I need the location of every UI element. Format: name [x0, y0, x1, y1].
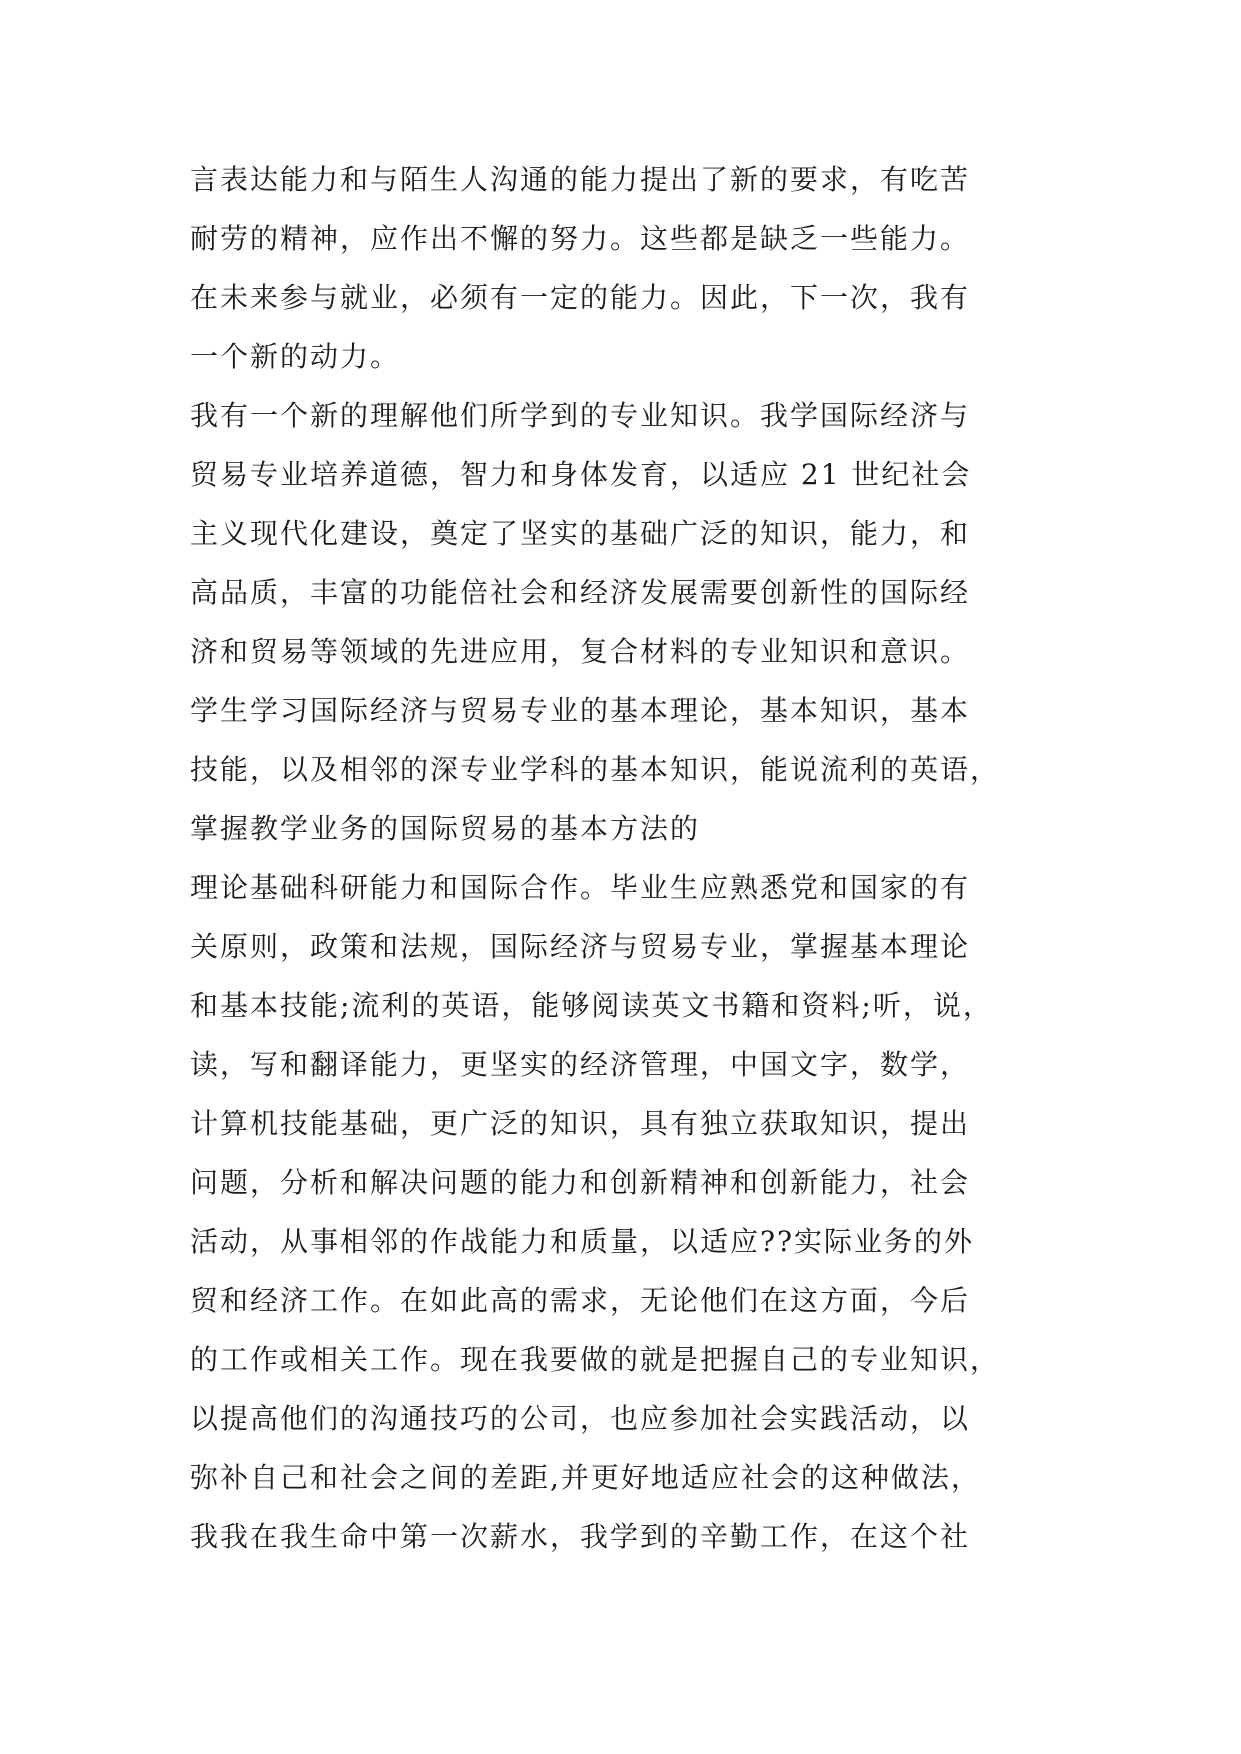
text-line: 主义现代化建设，奠定了坚实的基础广泛的知识，能力，和: [190, 517, 971, 550]
text-line: 学生学习国际经济与贸易专业的基本理论，基本知识，基本: [190, 694, 971, 727]
text-line: 言表达能力和与陌生人沟通的能力提出了新的要求，有吃苦: [190, 163, 971, 196]
text-line: 掌握教学业务的国际贸易的基本方法的: [190, 812, 701, 845]
text-line: 耐劳的精神，应作出不懈的努力。这些都是缺乏一些能力。: [190, 222, 971, 255]
text-line: 在未来参与就业，必须有一定的能力。因此，下一次，我有: [190, 281, 971, 314]
text-line: 读，写和翻译能力，更坚实的经济管理，中国文字，数学，: [190, 1048, 971, 1081]
text-line: 我有一个新的理解他们所学到的专业知识。我学国际经济与: [190, 399, 971, 432]
text-line: 的工作或相关工作。现在我要做的就是把握自己的专业知识，: [190, 1343, 1001, 1376]
body-text: [190, 150, 1070, 1566]
text-line: 问题，分析和解决问题的能力和创新精神和创新能力，社会: [190, 1166, 971, 1199]
text-line: 理论基础科研能力和国际合作。毕业生应熟悉党和国家的有: [190, 871, 971, 904]
text-line: 一个新的动力。: [190, 340, 401, 373]
text-line: 计算机技能基础，更广泛的知识，具有独立获取知识，提出: [190, 1107, 971, 1140]
text-line: 活动，从事相邻的作战能力和质量，以适应??实际业务的外: [190, 1225, 975, 1258]
text-line: 我我在我生命中第一次薪水，我学到的辛勤工作，在这个社: [190, 1520, 971, 1553]
text-line: 技能，以及相邻的深专业学科的基本知识，能说流利的英语，: [190, 753, 1001, 786]
text-line: 弥补自己和社会之间的差距,并更好地适应社会的这种做法，: [190, 1461, 981, 1494]
text-line: 关原则，政策和法规，国际经济与贸易专业，掌握基本理论: [190, 930, 971, 963]
text-line: 济和贸易等领域的先进应用，复合材料的专业知识和意识。: [190, 635, 971, 668]
text-line: 以提高他们的沟通技巧的公司，也应参加社会实践活动，以: [190, 1402, 971, 1435]
text-line: 和基本技能;流利的英语，能够阅读英文书籍和资料;听，说，: [190, 989, 993, 1022]
text-line: 高品质，丰富的功能倍社会和经济发展需要创新性的国际经: [190, 576, 971, 609]
text-line: 贸和经济工作。在如此高的需求，无论他们在这方面，今后: [190, 1284, 971, 1317]
text-line: 贸易专业培养道德，智力和身体发育，以适应 21 世纪社会: [190, 458, 972, 491]
